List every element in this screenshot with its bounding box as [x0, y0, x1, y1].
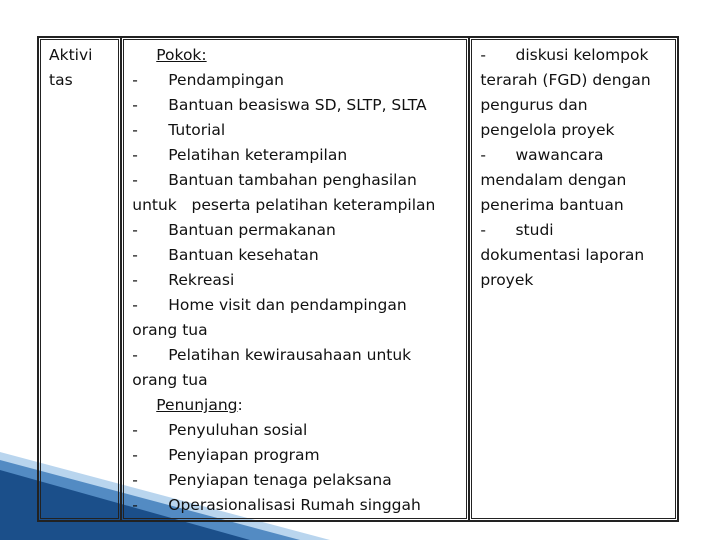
list-item-continuation: untuk peserta pelatihan keterampilan	[132, 196, 436, 214]
method-line: - diskusi kelompok	[480, 46, 649, 64]
method-line: dokumentasi laporan	[480, 246, 645, 264]
method-line: mendalam dengan	[480, 171, 627, 189]
list-item: - Operasionalisasi Rumah singgah	[132, 496, 421, 514]
methods-cell	[469, 37, 678, 521]
list-item: - Penyuluhan sosial	[132, 421, 308, 439]
method-line: terarah (FGD) dengan	[480, 71, 651, 89]
table-row	[38, 37, 678, 521]
method-line: penerima bantuan	[480, 196, 624, 214]
method-line: - wawancara	[480, 146, 604, 164]
list-item: - Pendampingan	[132, 71, 284, 89]
method-line: pengelola proyek	[480, 121, 615, 139]
list-item: - Pelatihan kewirausahaan untuk	[132, 346, 412, 364]
list-item: - Penyiapan tenaga pelaksana	[132, 471, 392, 489]
activity-table	[37, 36, 679, 522]
list-item-continuation: orang tua	[132, 371, 208, 389]
list-item: - Rekreasi	[132, 271, 235, 289]
list-item: - Bantuan tambahan penghasilan	[132, 171, 417, 189]
list-item: - Penyiapan program	[132, 446, 320, 464]
activity-label-line: tas	[49, 71, 73, 89]
activities-cell	[121, 37, 469, 521]
method-line: - studi	[480, 221, 554, 239]
method-line: pengurus dan	[480, 96, 588, 114]
list-item-continuation: orang tua	[132, 321, 208, 339]
pokok-heading: Pokok:	[156, 46, 207, 64]
list-item: - Tutorial	[132, 121, 226, 139]
list-item: - Bantuan permakanan	[132, 221, 336, 239]
activity-label-line: Aktivi	[49, 46, 93, 64]
method-line: proyek	[480, 271, 534, 289]
list-item: - Bantuan kesehatan	[132, 246, 319, 264]
activity-label-cell	[38, 37, 121, 521]
list-item: - Home visit dan pendampingan	[132, 296, 407, 314]
list-item: - Pelatihan keterampilan	[132, 146, 348, 164]
list-item: - Bantuan beasiswa SD, SLTP, SLTA	[132, 96, 427, 114]
penunjang-heading: Penunjang:	[156, 396, 243, 414]
